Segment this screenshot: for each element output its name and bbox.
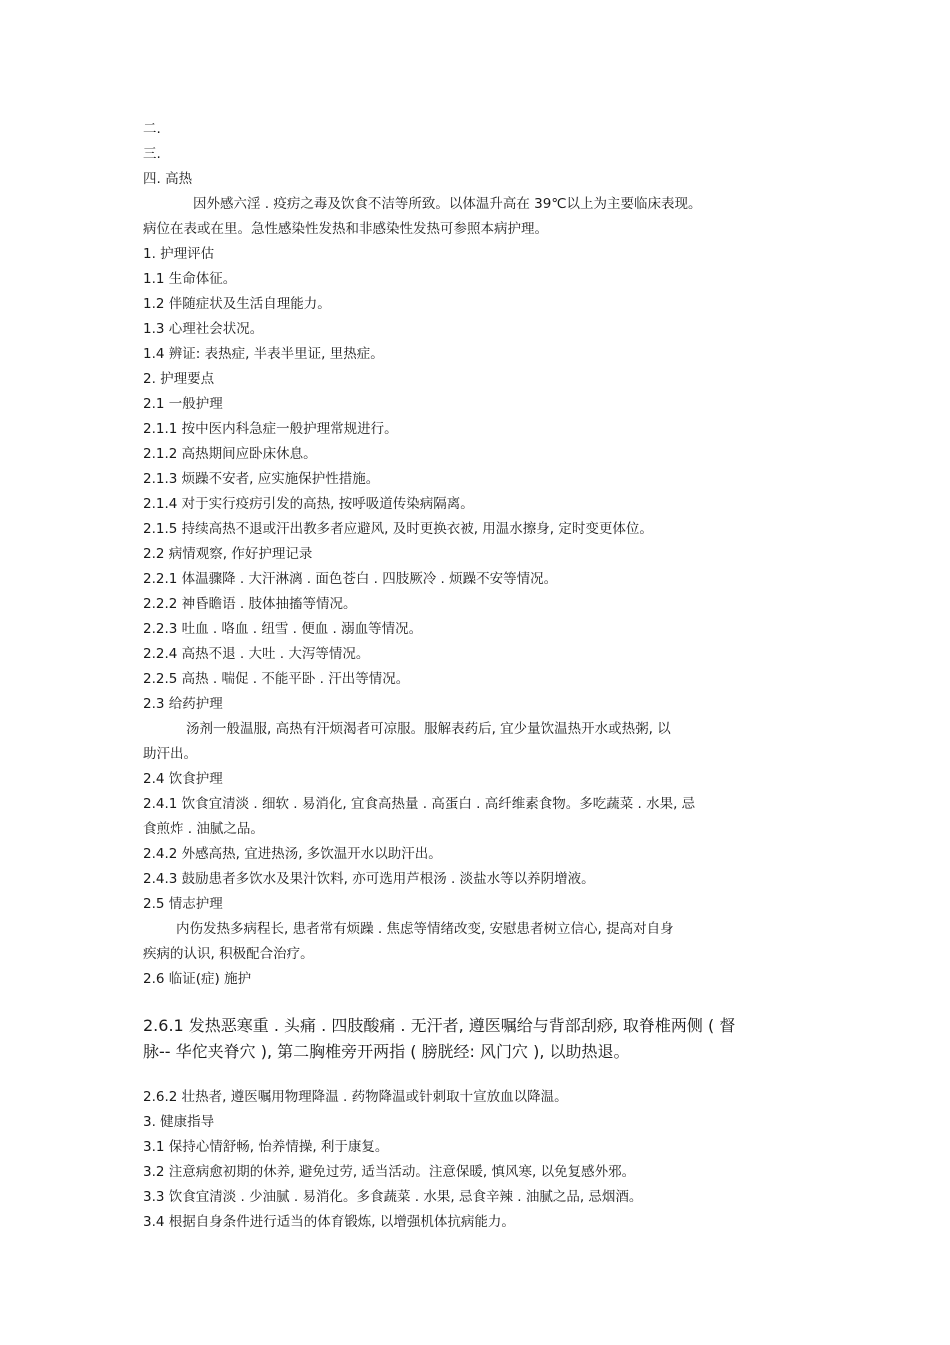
list-item: 2.2.2 神昏瞻语 . 肢体抽搐等情况。 bbox=[143, 596, 357, 612]
list-item-continuation: 食煎炸 . 油腻之品。 bbox=[143, 821, 264, 837]
paragraph-line: 疾病的认识, 积极配合治疗。 bbox=[143, 946, 314, 962]
list-item: 2.2.3 吐血 . 咯血 . 纽雪 . 便血 . 溺血等情况。 bbox=[143, 621, 423, 637]
list-item: 1.4 辨证: 表热症, 半表半里证, 里热症。 bbox=[143, 346, 384, 362]
subsection-heading: 2.3 给药护理 bbox=[143, 696, 223, 712]
list-item: 2.4.2 外感高热, 宜进热汤, 多饮温开水以助汗出。 bbox=[143, 846, 442, 862]
list-item: 2.1.2 高热期间应卧床休息。 bbox=[143, 446, 317, 462]
list-item: 2.1.3 烦躁不安者, 应实施保护性措施。 bbox=[143, 471, 380, 487]
intro-paragraph-line: 因外感六淫 . 疫疠之毒及饮食不洁等所致。以体温升高在 39℃以上为主要临床表现。 bbox=[193, 196, 702, 212]
list-item-large: 2.6.1 发热恶寒重 . 头痛 . 四肢酸痛 . 无汗者, 遵医嘱给与背部刮痧, 取脊椎两侧 ( 督 bbox=[143, 1016, 736, 1035]
paragraph-line: 内伤发热多病程长, 患者常有烦躁 . 焦虑等情绪改变, 安慰患者树立信心, 提高对自身 bbox=[176, 921, 674, 937]
subsection-heading: 2.5 情志护理 bbox=[143, 896, 223, 912]
heading-four-high-fever: 四. 高热 bbox=[143, 171, 193, 187]
list-item: 2.2.4 高热不退 . 大吐 . 大泻等情况。 bbox=[143, 646, 370, 662]
subsection-heading: 2.4 饮食护理 bbox=[143, 771, 223, 787]
subsection-heading: 2.2 病情观察, 作好护理记录 bbox=[143, 546, 313, 562]
list-item: 1.1 生命体征。 bbox=[143, 271, 237, 287]
paragraph-line: 助汗出。 bbox=[143, 746, 197, 762]
heading-three: 三. bbox=[143, 146, 161, 162]
subsection-heading: 2.1 一般护理 bbox=[143, 396, 223, 412]
section-heading: 3. 健康指导 bbox=[143, 1114, 215, 1130]
list-item: 2.2.1 体温骤降 . 大汗淋漓 . 面色苍白 . 四肢厥冷 . 烦躁不安等情况。 bbox=[143, 571, 558, 587]
list-item: 2.4.1 饮食宜清淡 . 细软 . 易消化, 宜食高热量 . 高蛋白 . 高纤维素食物。多吃蔬菜 . 水果, 忌 bbox=[143, 796, 696, 812]
section-heading: 2. 护理要点 bbox=[143, 371, 215, 387]
section-heading: 1. 护理评估 bbox=[143, 246, 215, 262]
subsection-heading: 2.6 临证(症) 施护 bbox=[143, 971, 252, 987]
list-item: 2.6.2 壮热者, 遵医嘱用物理降温 . 药物降温或针刺取十宣放血以降温。 bbox=[143, 1089, 568, 1105]
list-item: 2.1.1 按中医内科急症一般护理常规进行。 bbox=[143, 421, 398, 437]
list-item: 3.4 根据自身条件进行适当的体育锻炼, 以增强机体抗病能力。 bbox=[143, 1214, 515, 1230]
list-item-large-continuation: 脉-- 华佗夹脊穴 ), 第二胸椎旁开两指 ( 膀胱经: 风门穴 ), 以助热退。 bbox=[143, 1042, 630, 1061]
heading-two: 二. bbox=[143, 121, 161, 137]
list-item: 2.4.3 鼓励患者多饮水及果汁饮料, 亦可选用芦根汤 . 淡盐水等以养阴增液。 bbox=[143, 871, 595, 887]
list-item: 2.1.4 对于实行疫疠引发的高热, 按呼吸道传染病隔离。 bbox=[143, 496, 474, 512]
list-item: 1.3 心理社会状况。 bbox=[143, 321, 264, 337]
list-item: 3.2 注意病愈初期的休养, 避免过劳, 适当活动。注意保暖, 慎风寒, 以免复感外邪。 bbox=[143, 1164, 636, 1180]
list-item: 1.2 伴随症状及生活自理能力。 bbox=[143, 296, 331, 312]
list-item: 2.2.5 高热 . 喘促 . 不能平卧 . 汗出等情况。 bbox=[143, 671, 410, 687]
list-item: 3.1 保持心情舒畅, 怡养情操, 利于康复。 bbox=[143, 1139, 389, 1155]
list-item: 2.1.5 持续高热不退或汗出教多者应避风, 及时更换衣被, 用温水擦身, 定时变更体位。 bbox=[143, 521, 653, 537]
intro-paragraph-line: 病位在表或在里。急性感染性发热和非感染性发热可参照本病护理。 bbox=[143, 221, 548, 237]
paragraph-line: 汤剂一般温服, 高热有汗烦渴者可凉服。服解表药后, 宜少量饮温热开水或热粥, 以 bbox=[186, 721, 671, 737]
list-item: 3.3 饮食宜清淡 . 少油腻 . 易消化。多食蔬菜 . 水果, 忌食辛辣 . 油腻之品, 忌烟酒。 bbox=[143, 1189, 643, 1205]
